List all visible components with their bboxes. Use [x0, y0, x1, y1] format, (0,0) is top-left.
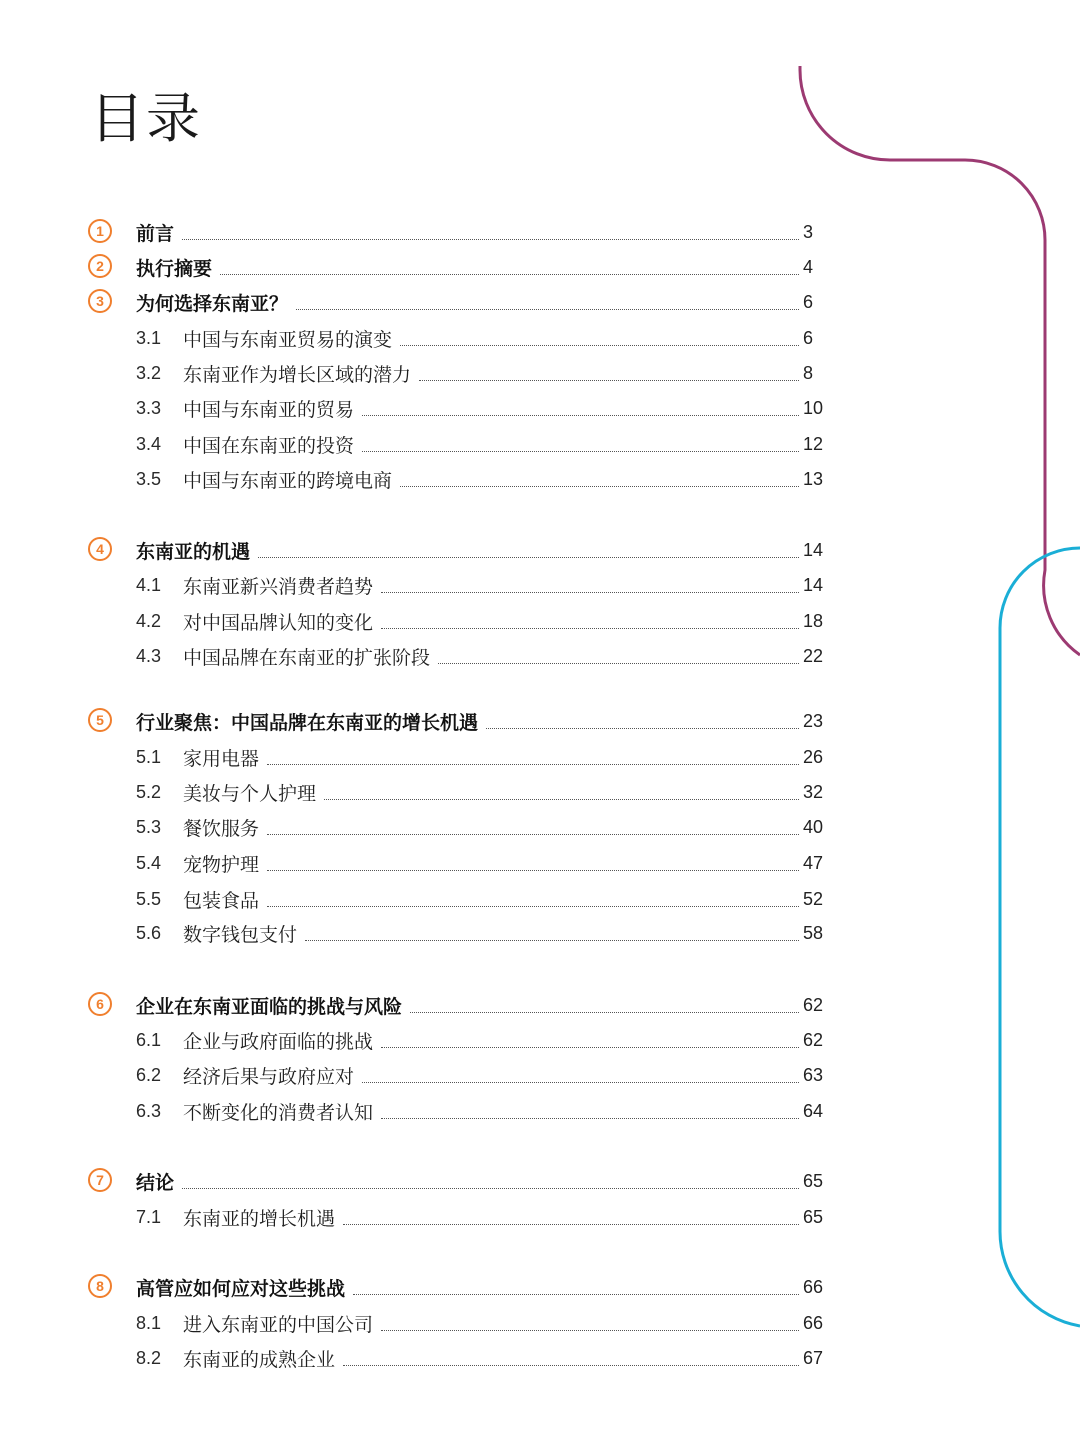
toc-subsection-row[interactable]: [88, 742, 825, 772]
toc-page-number: 12: [803, 433, 824, 454]
toc-entry-title: 中国在东南亚的投资: [183, 434, 355, 457]
section-number-badge: 1: [88, 219, 112, 243]
toc-page-number: 58: [803, 922, 824, 943]
toc-entry-title: 行业聚焦：中国品牌在东南亚的增长机遇: [136, 711, 479, 734]
toc-entry-title: 不断变化的消费者认知: [183, 1101, 374, 1124]
purple-curve: [800, 66, 1080, 655]
subsection-number: 3.5: [136, 468, 162, 489]
toc-entry-line: [183, 742, 825, 772]
toc-page-number: 65: [803, 1170, 824, 1191]
toc-entry-title: 数字钱包支付: [183, 923, 298, 946]
toc-entry-title: 宠物护理: [183, 853, 260, 876]
toc-entry-title: 东南亚作为增长区域的潜力: [183, 363, 412, 386]
dot-leader: [381, 592, 799, 593]
subsection-number: 4.2: [136, 610, 162, 631]
toc-entry-line: [136, 706, 825, 736]
toc-page-number: 26: [803, 746, 824, 767]
subsection-number: 6.3: [136, 1100, 162, 1121]
toc-page-number: 14: [803, 539, 824, 560]
toc-page-number: 13: [803, 468, 824, 489]
toc-section-row[interactable]: [88, 252, 825, 282]
subsection-number: 5.3: [136, 816, 162, 837]
toc-entry-title: 中国与东南亚的贸易: [183, 398, 355, 421]
dot-leader: [438, 663, 799, 664]
dot-leader: [220, 274, 799, 275]
toc-subsection-row[interactable]: [88, 1060, 825, 1090]
toc-page-number: 6: [803, 291, 814, 312]
toc-subsection-row[interactable]: [88, 393, 825, 423]
section-number-badge: 3: [88, 289, 112, 313]
dot-leader: [324, 799, 799, 800]
toc-page-number: 62: [803, 994, 824, 1015]
toc-subsection-row[interactable]: [88, 323, 825, 353]
toc-section-row[interactable]: [88, 706, 825, 736]
toc-subsection-row[interactable]: [88, 884, 825, 914]
toc-subsection-row[interactable]: [88, 1308, 825, 1338]
toc-entry-title: 中国与东南亚贸易的演变: [183, 328, 393, 351]
subsection-number: 3.2: [136, 362, 162, 383]
toc-entry-line: [136, 990, 825, 1020]
subsection-number: 3.1: [136, 327, 162, 348]
toc-subsection-row[interactable]: [88, 358, 825, 388]
dot-leader: [267, 906, 799, 907]
toc-section-row[interactable]: [88, 990, 825, 1020]
subsection-number: 3.3: [136, 397, 162, 418]
subsection-number: 6.2: [136, 1064, 162, 1085]
toc-entry-title: 家用电器: [183, 747, 260, 770]
dot-leader: [486, 728, 799, 729]
subsection-number: 8.2: [136, 1347, 162, 1368]
dot-leader: [400, 345, 799, 346]
toc-page-number: 66: [803, 1276, 824, 1297]
dot-leader: [267, 870, 799, 871]
toc-page-number: 8: [803, 362, 814, 383]
section-number-badge: 5: [88, 708, 112, 732]
toc-page-number: 6: [803, 327, 814, 348]
toc-page-number: 66: [803, 1312, 824, 1333]
dot-leader: [353, 1294, 799, 1295]
page-title: 目录: [90, 87, 202, 150]
toc-page-number: 14: [803, 574, 824, 595]
toc-entry-line: [136, 535, 825, 565]
toc-entry-title: 进入东南亚的中国公司: [183, 1313, 374, 1336]
toc-entry-title: 东南亚的成熟企业: [183, 1348, 336, 1371]
toc-page-number: 18: [803, 610, 824, 631]
subsection-number: 5.6: [136, 922, 162, 943]
section-number-badge: 6: [88, 992, 112, 1016]
toc-entry-title: 东南亚的机遇: [136, 540, 251, 563]
toc-section-row[interactable]: [88, 1166, 825, 1196]
subsection-number: 6.1: [136, 1029, 162, 1050]
subsection-number: 5.1: [136, 746, 162, 767]
subsection-number: 7.1: [136, 1206, 162, 1227]
toc-subsection-row[interactable]: [88, 777, 825, 807]
toc-entry-line: [183, 1025, 825, 1055]
toc-page-number: 4: [803, 256, 814, 277]
subsection-number: 4.3: [136, 645, 162, 666]
toc-entry-title: 美妆与个人护理: [183, 782, 317, 805]
dot-leader: [362, 451, 799, 452]
toc-entry-title: 企业与政府面临的挑战: [183, 1030, 374, 1053]
toc-entry-line: [183, 918, 825, 948]
toc-entry-title: 高管应如何应对这些挑战: [136, 1277, 346, 1300]
toc-entry-line: [136, 1166, 825, 1196]
toc-entry-title: 结论: [136, 1171, 175, 1194]
dot-leader: [381, 628, 799, 629]
section-number-badge: 8: [88, 1274, 112, 1298]
toc-entry-title: 包装食品: [183, 889, 260, 912]
subsection-number: 3.4: [136, 433, 162, 454]
toc-page-number: 65: [803, 1206, 824, 1227]
toc-page-number: 40: [803, 816, 824, 837]
dot-leader: [267, 834, 799, 835]
subsection-number: 5.5: [136, 888, 162, 909]
dot-leader: [258, 557, 799, 558]
subsection-number: 4.1: [136, 574, 162, 595]
dot-leader: [381, 1118, 799, 1119]
toc-entry-line: [183, 1060, 825, 1090]
toc-subsection-row[interactable]: [88, 570, 825, 600]
toc-entry-title: 中国与东南亚的跨境电商: [183, 469, 393, 492]
toc-subsection-row[interactable]: [88, 1025, 825, 1055]
toc-entry-line: [183, 429, 825, 459]
toc-section-row[interactable]: [88, 287, 825, 317]
toc-entry-line: [183, 606, 825, 636]
toc-entry-line: [183, 848, 825, 878]
toc-page-number: 32: [803, 781, 824, 802]
dot-leader: [362, 415, 799, 416]
toc-entry-line: [183, 358, 825, 388]
toc-entry-line: [136, 1272, 825, 1302]
toc-entry-title: 执行摘要: [136, 257, 213, 280]
toc-subsection-row[interactable]: [88, 464, 825, 494]
dot-leader: [381, 1330, 799, 1331]
dot-leader: [362, 1082, 799, 1083]
dot-leader: [182, 1188, 799, 1189]
toc-entry-line: [183, 464, 825, 494]
toc-subsection-row[interactable]: [88, 812, 825, 842]
toc-subsection-row[interactable]: [88, 1202, 825, 1232]
dot-leader: [343, 1365, 799, 1366]
dot-leader: [305, 940, 799, 941]
toc-entry-line: [183, 1202, 825, 1232]
toc-page-number: 64: [803, 1100, 824, 1121]
toc-entry-title: 中国品牌在东南亚的扩张阶段: [183, 646, 431, 669]
toc-entry-title: 东南亚新兴消费者趋势: [183, 575, 374, 598]
toc-entry-line: [136, 217, 825, 247]
dot-leader: [381, 1047, 799, 1048]
dot-leader: [296, 309, 799, 310]
toc-subsection-row[interactable]: [88, 1343, 825, 1373]
dot-leader: [267, 764, 799, 765]
toc-entry-line: [183, 323, 825, 353]
subsection-number: 5.4: [136, 852, 162, 873]
toc-page-number: 22: [803, 645, 824, 666]
toc-page-number: 52: [803, 888, 824, 909]
subsection-number: 5.2: [136, 781, 162, 802]
toc-page-number: 10: [803, 397, 824, 418]
toc-subsection-row[interactable]: [88, 606, 825, 636]
toc-section-row[interactable]: [88, 217, 825, 247]
toc-entry-title: 为何选择东南亚？: [136, 292, 289, 315]
dot-leader: [419, 380, 799, 381]
toc-entry-line: [183, 1308, 825, 1338]
toc-entry-line: [183, 1096, 825, 1126]
toc-page-number: 67: [803, 1347, 824, 1368]
cyan-curve: [1000, 548, 1080, 1326]
dot-leader: [410, 1012, 799, 1013]
toc-entry-title: 经济后果与政府应对: [183, 1065, 355, 1088]
toc-entry-title: 餐饮服务: [183, 817, 260, 840]
toc-entry-line: [183, 884, 825, 914]
toc-entry-line: [183, 641, 825, 671]
toc-entry-line: [183, 812, 825, 842]
toc-entry-line: [136, 287, 825, 317]
toc-subsection-row[interactable]: [88, 1096, 825, 1126]
toc-subsection-row[interactable]: [88, 848, 825, 878]
toc-subsection-row[interactable]: [88, 429, 825, 459]
toc-subsection-row[interactable]: [88, 641, 825, 671]
dot-leader: [400, 486, 799, 487]
toc-page-number: 62: [803, 1029, 824, 1050]
toc-entry-line: [183, 777, 825, 807]
toc-entry-title: 企业在东南亚面临的挑战与风险: [136, 995, 403, 1018]
toc-entry-line: [183, 570, 825, 600]
toc-section-row[interactable]: [88, 535, 825, 565]
toc-page-number: 3: [803, 221, 814, 242]
toc-entry-title: 东南亚的增长机遇: [183, 1207, 336, 1230]
toc-entry-line: [183, 1343, 825, 1373]
toc-entry-title: 前言: [136, 222, 175, 245]
section-number-badge: 4: [88, 537, 112, 561]
dot-leader: [343, 1224, 799, 1225]
toc-entry-line: [183, 393, 825, 423]
section-number-badge: 2: [88, 254, 112, 278]
toc-page-number: 23: [803, 710, 824, 731]
toc-page-number: 63: [803, 1064, 824, 1085]
toc-page-number: 47: [803, 852, 824, 873]
toc-subsection-row[interactable]: [88, 918, 825, 948]
section-number-badge: 7: [88, 1168, 112, 1192]
dot-leader: [182, 239, 799, 240]
toc-entry-line: [136, 252, 825, 282]
subsection-number: 8.1: [136, 1312, 162, 1333]
toc-entry-title: 对中国品牌认知的变化: [183, 611, 374, 634]
toc-section-row[interactable]: [88, 1272, 825, 1302]
